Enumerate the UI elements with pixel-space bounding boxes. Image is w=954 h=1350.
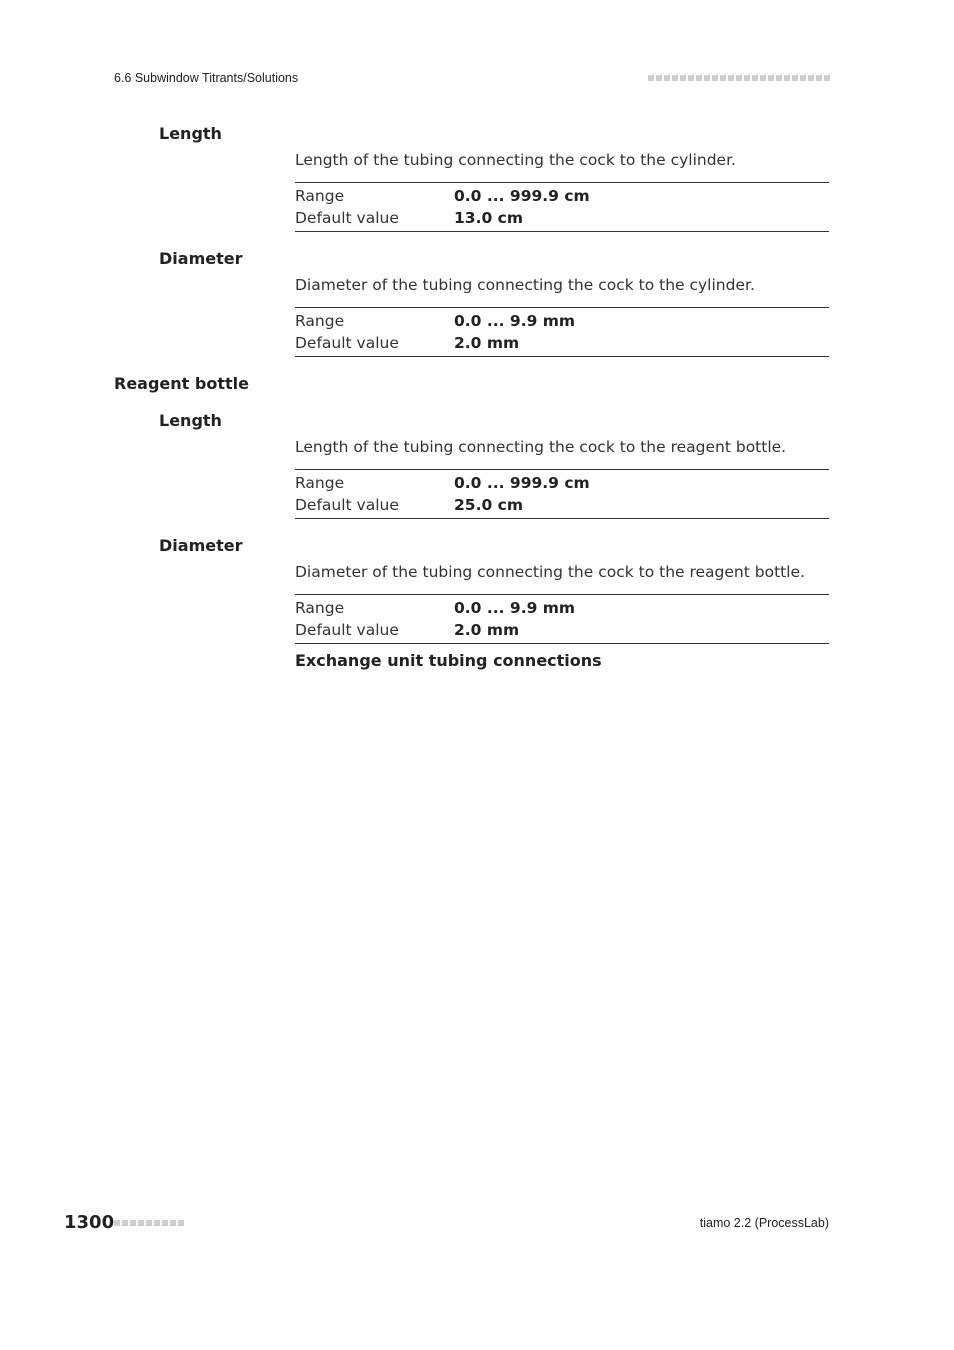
default-label: Default value [295,621,399,639]
decoration-dot [816,75,822,81]
cylinder-diameter-description: Diameter of the tubing connecting the cock to the cylinder. [295,276,755,294]
range-value: 0.0 ... 9.9 mm [454,599,576,617]
range-label: Range [295,312,345,330]
decoration-dot [146,1220,152,1226]
decoration-dot [688,75,694,81]
table-row [295,207,829,229]
exchange-unit-heading: Exchange unit tubing connections [295,651,602,670]
range-label: Range [295,187,345,205]
cylinder-length-heading: Length [159,124,222,143]
default-label: Default value [295,209,399,227]
range-value: 0.0 ... 999.9 cm [454,474,590,492]
table-row [295,494,829,516]
decoration-dot [824,75,830,81]
decoration-dot [170,1220,176,1226]
cylinder-length-table [295,182,829,232]
range-label: Range [295,474,345,492]
bottle-diameter-description: Diameter of the tubing connecting the cock to the reagent bottle. [295,563,806,581]
table-row [295,597,829,619]
decoration-dot [808,75,814,81]
decoration-dot [648,75,654,81]
decoration-dot [138,1220,144,1226]
decoration-dot [736,75,742,81]
range-value: 0.0 ... 9.9 mm [454,312,576,330]
decoration-dot [712,75,718,81]
footer-product: tiamo 2.2 (ProcessLab) [699,1216,829,1230]
default-value: 13.0 cm [454,209,523,227]
decoration-dot [704,75,710,81]
decoration-dot [680,75,686,81]
reagent-bottle-heading: Reagent bottle [114,374,249,393]
default-value: 25.0 cm [454,496,523,514]
cylinder-diameter-table [295,307,829,357]
bottle-length-table [295,469,829,519]
table-row [295,619,829,641]
decoration-dot [664,75,670,81]
range-value: 0.0 ... 999.9 cm [454,187,590,205]
default-label: Default value [295,496,399,514]
default-value: 2.0 mm [454,334,520,352]
decoration-dot [656,75,662,81]
decoration-dot [776,75,782,81]
running-header-section: 6.6 Subwindow Titrants/Solutions [114,71,299,85]
decoration-dot [672,75,678,81]
cylinder-length-description: Length of the tubing connecting the cock to the cylinder. [295,151,736,169]
table-row [295,332,829,354]
range-label: Range [295,599,345,617]
decoration-dot [744,75,750,81]
decoration-dot [696,75,702,81]
decoration-dot [760,75,766,81]
bottle-length-heading: Length [159,411,222,430]
default-value: 2.0 mm [454,621,520,639]
table-row [295,472,829,494]
decoration-dot [768,75,774,81]
decoration-dot [122,1220,128,1226]
decoration-dot [178,1220,184,1226]
table-row [295,310,829,332]
header-decoration-dots [648,75,830,81]
decoration-dot [784,75,790,81]
decoration-dot [154,1220,160,1226]
page-number: 1300 [64,1212,115,1233]
table-row [295,185,829,207]
decoration-dot [752,75,758,81]
bottle-diameter-heading: Diameter [159,536,243,555]
decoration-dot [792,75,798,81]
cylinder-diameter-heading: Diameter [159,249,243,268]
footer-decoration-dots [114,1220,184,1226]
decoration-dot [162,1220,168,1226]
decoration-dot [114,1220,120,1226]
bottle-diameter-table [295,594,829,644]
decoration-dot [800,75,806,81]
decoration-dot [728,75,734,81]
decoration-dot [720,75,726,81]
decoration-dot [130,1220,136,1226]
default-label: Default value [295,334,399,352]
bottle-length-description: Length of the tubing connecting the cock to the reagent bottle. [295,438,787,456]
